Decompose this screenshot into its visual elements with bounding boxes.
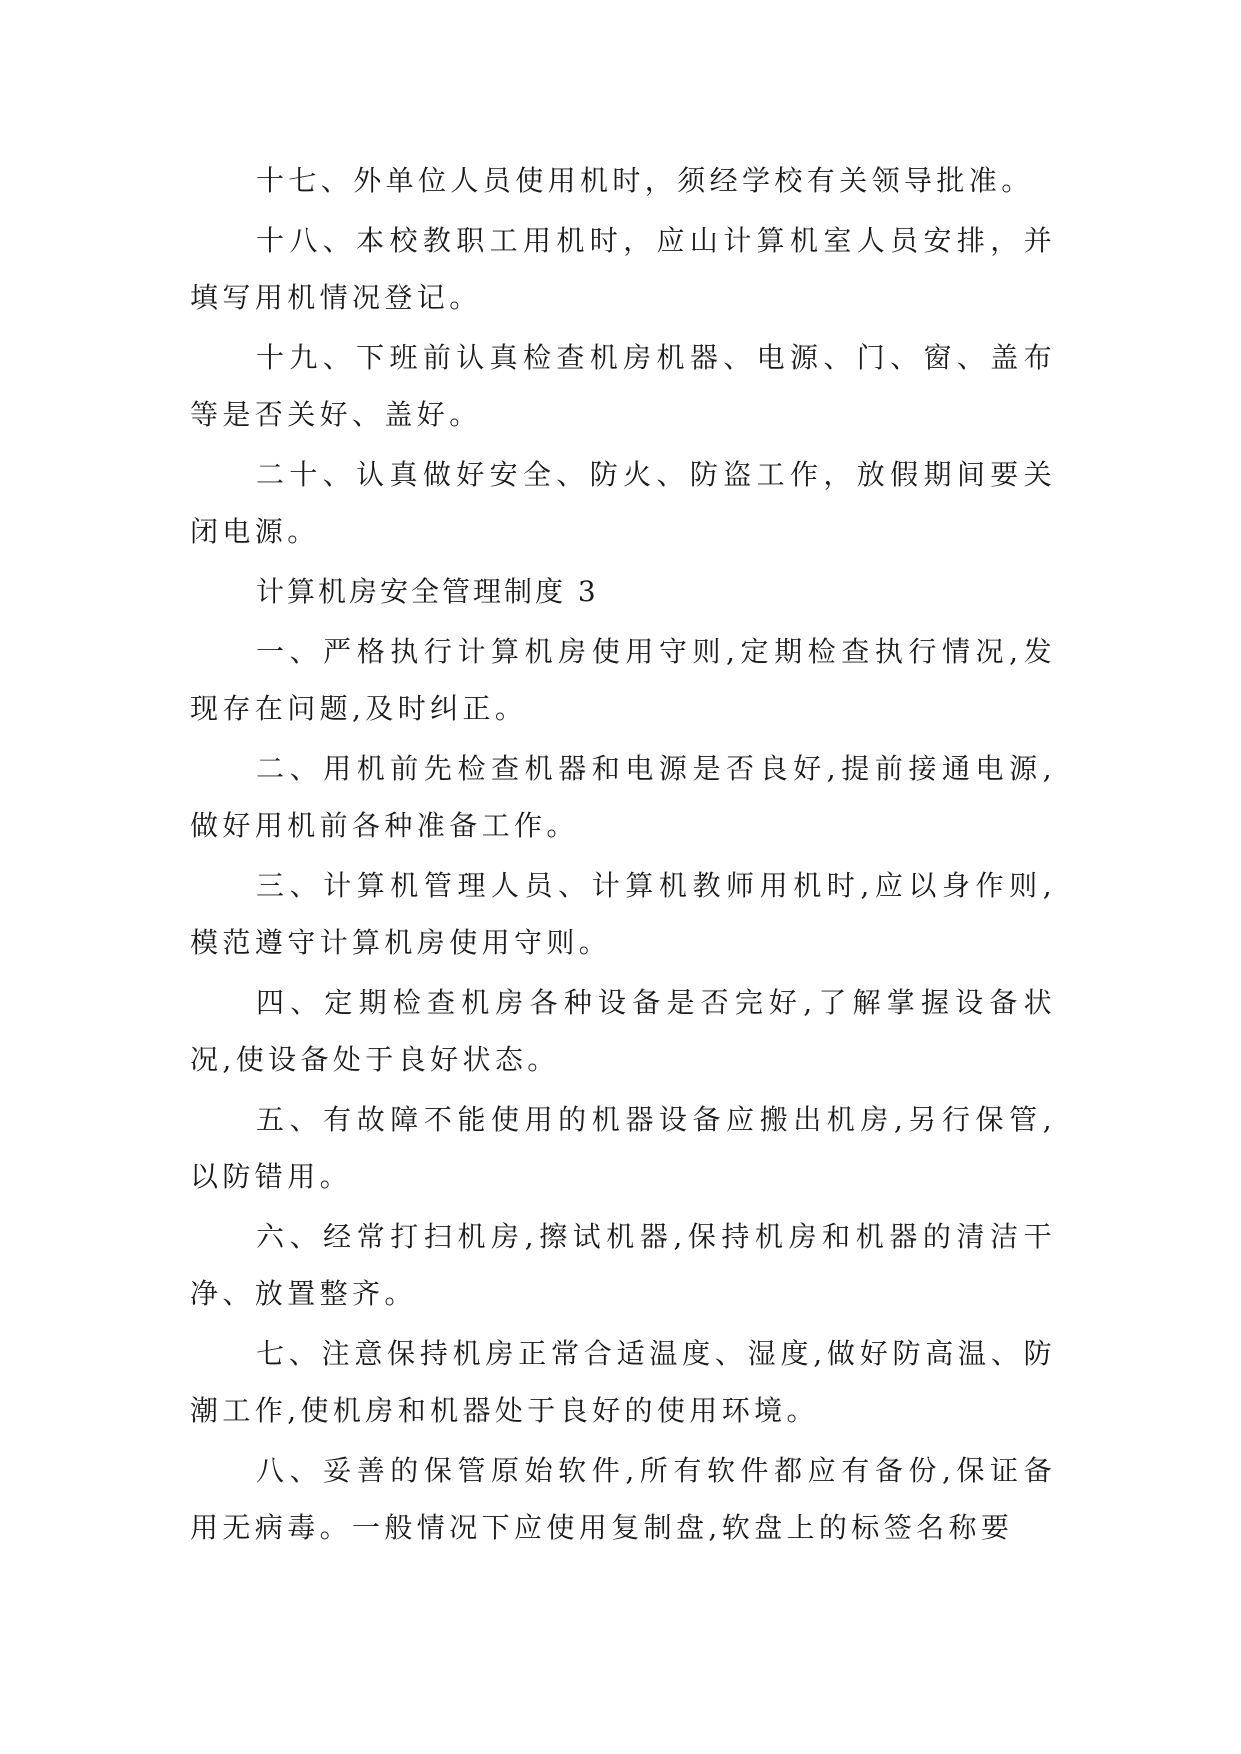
rule-7: 七、注意保持机房正常合适温度、湿度,做好防高温、防潮工作,使机房和机器处于良好的使用环境。 bbox=[190, 1337, 1056, 1427]
rule-8: 八、妥善的保管原始软件,所有软件都应有备份,保证备用无病毒。一般情况下应使用复制盘,软盘上的标签名称要 bbox=[190, 1454, 1056, 1544]
document-page bbox=[190, 152, 1056, 1559]
rule-6: 六、经常打扫机房,擦试机器,保持机房和机器的清洁干净、放置整齐。 bbox=[190, 1220, 1056, 1310]
paragraph-17: 十七、外单位人员使用机时，须经学校有关领导批准。 bbox=[256, 164, 1034, 197]
rule-1: 一、严格执行计算机房使用守则,定期检查执行情况,发现存在问题,及时纠正。 bbox=[190, 635, 1056, 725]
rule-2: 二、用机前先检查机器和电源是否良好,提前接通电源,做好用机前各种准备工作。 bbox=[190, 752, 1056, 842]
section-heading: 计算机房安全管理制度 3 bbox=[256, 575, 599, 608]
rule-4: 四、定期检查机房各种设备是否完好,了解掌握设备状况,使设备处于良好状态。 bbox=[190, 986, 1056, 1076]
paragraph-19: 十九、下班前认真检查机房机器、电源、门、窗、盖布等是否关好、盖好。 bbox=[190, 341, 1056, 431]
paragraph-18: 十八、本校教职工用机时，应山计算机室人员安排，并填写用机情况登记。 bbox=[190, 224, 1056, 314]
paragraph-20: 二十、认真做好安全、防火、防盗工作，放假期间要关闭电源。 bbox=[190, 458, 1056, 548]
rule-3: 三、计算机管理人员、计算机教师用机时,应以身作则,模范遵守计算机房使用守则。 bbox=[190, 869, 1056, 959]
rule-5: 五、有故障不能使用的机器设备应搬出机房,另行保管,以防错用。 bbox=[190, 1103, 1056, 1193]
